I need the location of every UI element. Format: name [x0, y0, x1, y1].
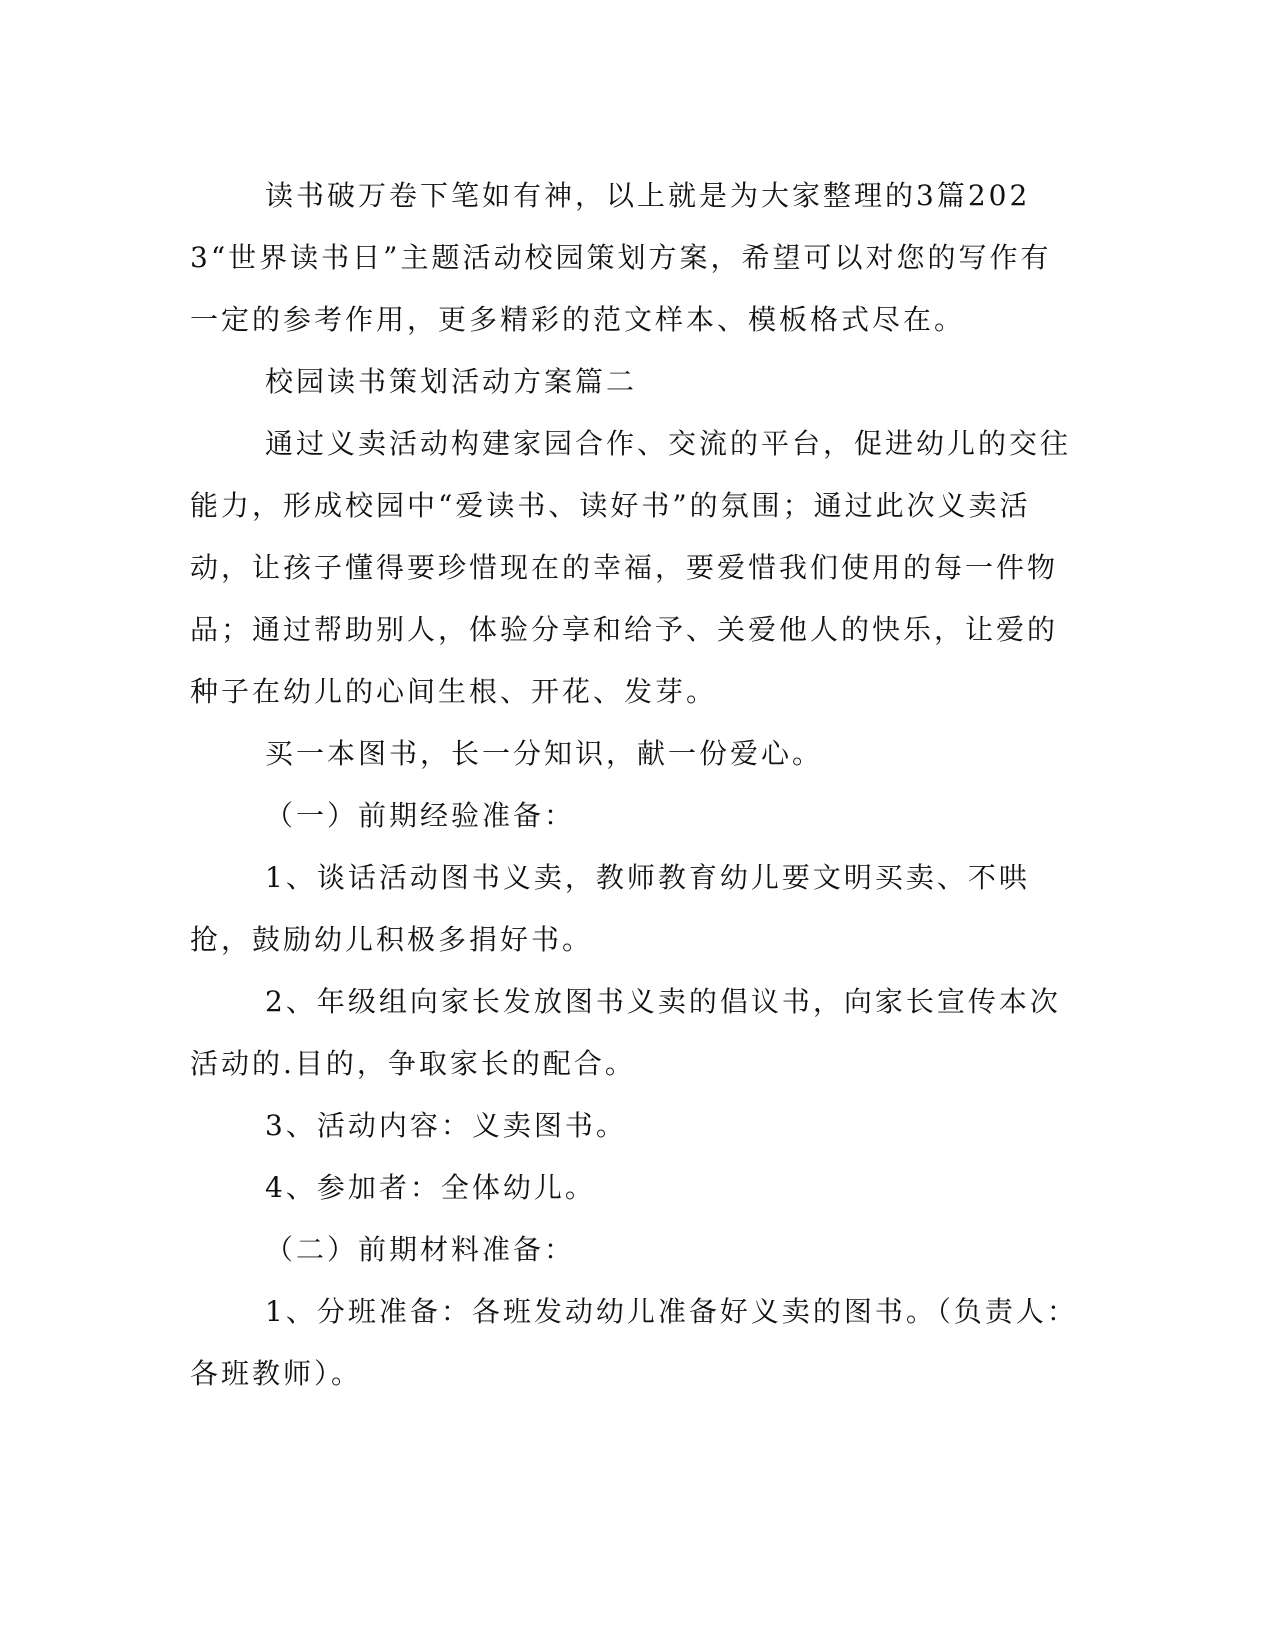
section-heading: 校园读书策划活动方案篇二 — [265, 365, 638, 398]
list-item-4: 4、参加者：全体幼儿。 — [265, 1171, 596, 1204]
subheading-experience-prep: （一）前期经验准备： — [265, 799, 576, 832]
list-item-materials-1: 1、分班准备：各班发动幼儿准备好义卖的图书。（负责人：各班教师）。 — [190, 1295, 1078, 1390]
subheading-material-prep: （二）前期材料准备： — [265, 1233, 576, 1266]
paragraph-purpose: 通过义卖活动构建家园合作、交流的平台，促进幼儿的交往能力，形成校园中“爱读书、读好书”的氛围；通过此次义卖活动，让孩子懂得要珍惜现在的幸福，要爱惜我们使用的每一件物品；通过帮助别人，体验分享和给予、关爱他人的快乐，让爱的种子在幼儿的心间生根、开花、发芽。 — [190, 427, 1072, 708]
paragraph-closing-note: 读书破万卷下笔如有神，以上就是为大家整理的3篇2023“世界读书日”主题活动校园策划方案，希望可以对您的写作有一定的参考作用，更多精彩的范文样本、模板格式尽在。 — [190, 179, 1052, 336]
list-item-2: 2、年级组向家长发放图书义卖的倡议书，向家长宣传本次活动的.目的，争取家长的配合。 — [190, 985, 1061, 1080]
list-item-1: 1、谈话活动图书义卖，教师教育幼儿要文明买卖、不哄抢，鼓励幼儿积极多捐好书。 — [190, 861, 1030, 956]
document-body — [190, 165, 1080, 1405]
list-item-3: 3、活动内容：义卖图书。 — [265, 1109, 627, 1142]
paragraph-slogan: 买一本图书，长一分知识，献一份爱心。 — [265, 737, 824, 770]
